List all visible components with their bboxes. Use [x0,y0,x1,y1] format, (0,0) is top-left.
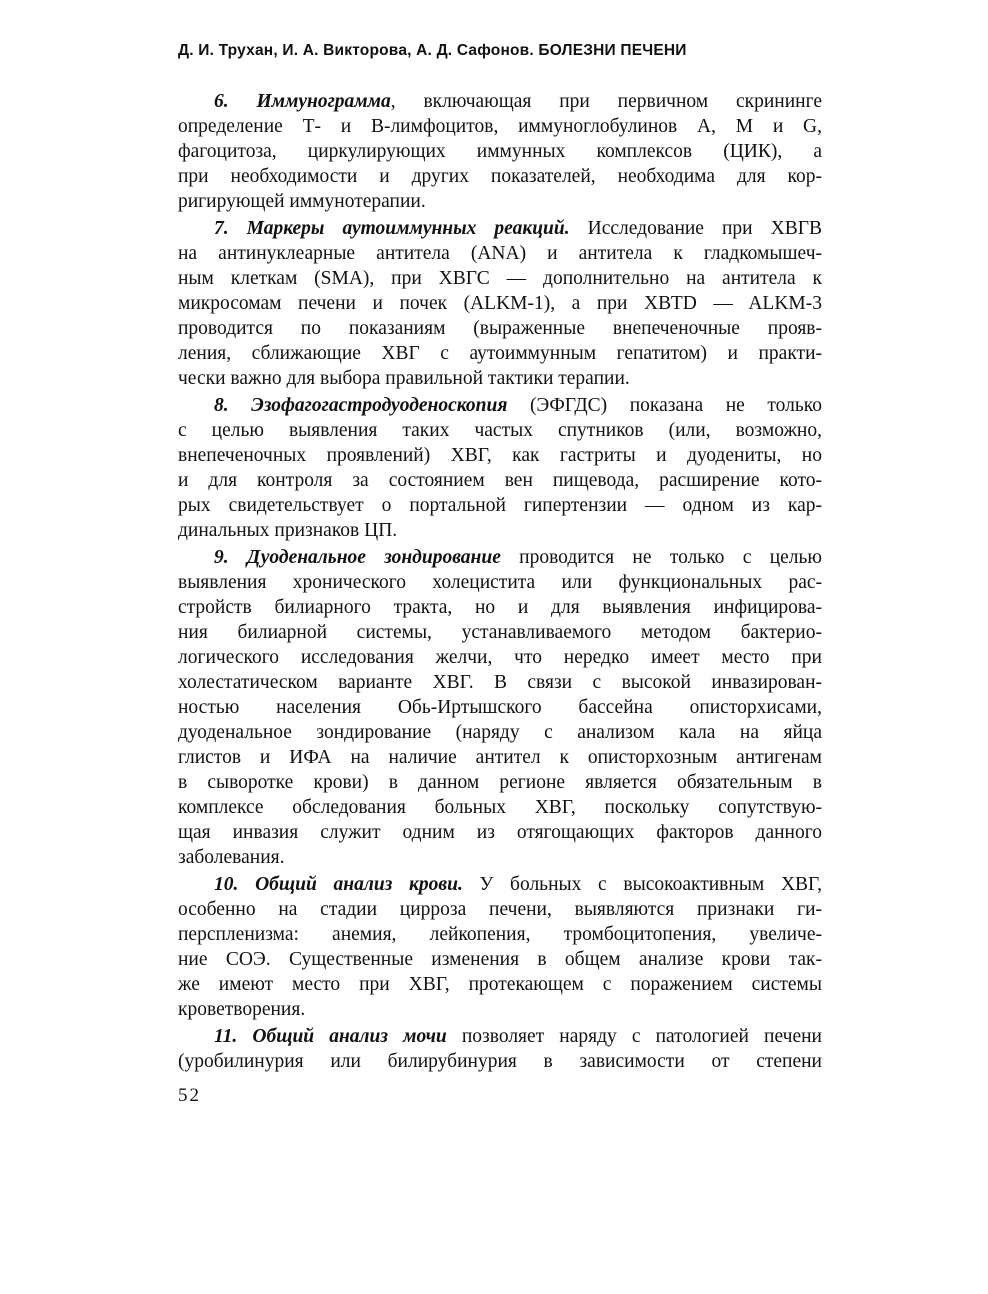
text-line [178,241,822,266]
section-lead: 9. Дуоденальное зондирование [214,547,501,568]
line-text: кроветворения. [178,999,306,1020]
line-text: в сыворотке крови) в данном регионе является обязательным в [178,772,822,793]
section-lead: 11. Общий анализ мочи [214,1026,447,1047]
line-text: микросомам печени и почек (ALKM-1), а при ХВТD — ALKM-3 [178,293,822,314]
paragraph [178,872,822,1022]
line-text: внепеченочных проявлений) ХВГ, как гастриты и дуодениты, но [178,445,822,466]
text-line [178,468,822,493]
line-text: же имеют место при ХВГ, протекающем с поражением системы [178,974,822,995]
section-lead: 10. Общий анализ крови. [214,874,463,895]
line-text: выявления хронического холецистита или функциональных рас- [178,572,822,593]
line-text: щая инвазия служит одним из отягощающих факторов данного [178,822,822,843]
text-line [178,216,822,241]
line-text: динальных признаков ЦП. [178,520,398,541]
line-text: на антинуклеарные антитела (ANA) и антитела к гладкомышеч- [178,243,822,264]
section-lead: 7. Маркеры аутоиммунных реакций. [214,218,570,239]
body-text [178,89,822,1076]
line-text: определение Т- и В-лимфоцитов, иммуноглобулинов А, М и G, [178,116,822,137]
line-text: У больных с высокоактивным ХВГ, [462,874,822,895]
paragraph [178,393,822,543]
text-line [178,947,822,972]
line-text: дуоденальное зондирование (наряду с анализом кала на яйца [178,722,822,743]
text-line [178,570,822,595]
text-line [178,645,822,670]
text-line [178,670,822,695]
line-text: особенно на стадии цирроза печени, выявляются признаки ги- [178,899,822,920]
text-line [178,620,822,645]
text-line [178,89,822,114]
line-text: комплексе обследования больных ХВГ, поскольку сопутствую- [178,797,822,818]
text-line [178,114,822,139]
line-text: стройств билиарного тракта, но и для выявления инфицирова- [178,597,822,618]
text-line [178,972,822,997]
text-line [178,595,822,620]
running-header: Д. И. Трухан, И. А. Викторова, А. Д. Сафонов. БОЛЕЗНИ ПЕЧЕНИ [178,42,687,59]
line-text: рых свидетельствует о портальной гипертензии — одном из кар- [178,495,822,516]
text-line [178,1049,822,1074]
line-text: , включающая при первичном скрининге [390,91,822,112]
line-text: ностью населения Обь-Иртышского бассейна описторхисами, [178,697,822,718]
text-line [178,770,822,795]
text-line [178,545,822,570]
text-line [178,922,822,947]
line-text: ным клеткам (SMA), при ХВГС — дополнительно на антитела к [178,268,822,289]
line-text: проводится не только с целью [500,547,822,568]
text-line [178,189,822,214]
text-line [178,795,822,820]
line-text: (уробилинурия или билирубинурия в зависимости от степени [178,1051,822,1072]
line-text: заболевания. [178,847,285,868]
text-line [178,291,822,316]
paragraph [178,89,822,214]
text-line [178,820,822,845]
line-text: (ЭФГДС) показана не только [507,395,822,416]
line-text: при необходимости и других показателей, необходима для кор- [178,166,822,187]
text-line [178,845,822,870]
text-line [178,745,822,770]
text-line [178,997,822,1022]
text-line [178,341,822,366]
text-line [178,393,822,418]
section-lead: 6. Иммунограмма [214,91,391,112]
text-line [178,164,822,189]
paragraph [178,545,822,870]
section-lead: 8. Эзофагогастродуоденоскопия [214,395,508,416]
line-text: ригирующей иммунотерапии. [178,191,426,212]
text-line [178,418,822,443]
text-line [178,266,822,291]
text-line [178,872,822,897]
line-text: с целью выявления таких частых спутников (или, возможно, [178,420,822,441]
line-text: чески важно для выбора правильной тактики терапии. [178,368,630,389]
text-line [178,493,822,518]
text-line [178,897,822,922]
line-text: и для контроля за состоянием вен пищевода, расширение кото- [178,470,822,491]
line-text: ления, сближающие ХВГ с аутоиммунным гепатитом) и практи- [178,343,822,364]
line-text: глистов и ИФА на наличие антител к описторхозным антигенам [178,747,822,768]
text-line [178,1024,822,1049]
line-text: позволяет наряду с патологией печени [446,1026,822,1047]
page-number: 52 [178,1085,201,1106]
text-line [178,366,822,391]
line-text: логического исследования желчи, что нередко имеет место при [178,647,822,668]
line-text: холестатическом варианте ХВГ. В связи с высокой инвазирован- [178,672,822,693]
line-text: Исследование при ХВГВ [569,218,822,239]
paragraph [178,216,822,391]
text-line [178,695,822,720]
line-text: ния билиарной системы, устанавливаемого методом бактерио- [178,622,822,643]
text-line [178,443,822,468]
paragraph [178,1024,822,1074]
text-line [178,518,822,543]
text-line [178,720,822,745]
text-line [178,316,822,341]
line-text: проводится по показаниям (выраженные внепеченочные прояв- [178,318,822,339]
line-text: ние СОЭ. Существенные изменения в общем анализе крови так- [178,949,822,970]
line-text: фагоцитоза, циркулирующих иммунных комплексов (ЦИК), а [178,141,822,162]
line-text: перспленизма: анемия, лейкопения, тромбоцитопения, увеличе- [178,924,822,945]
text-line [178,139,822,164]
